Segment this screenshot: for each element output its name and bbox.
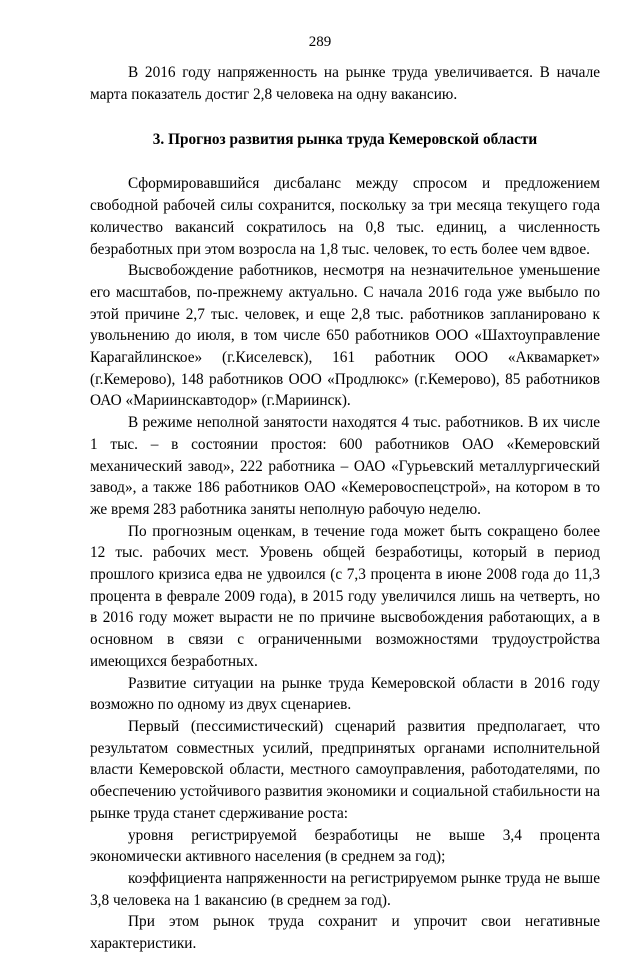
body-text <box>90 62 600 955</box>
list-item-paragraph: уровня регистрируемой безработицы не выше 3,4 процента экономически активного населения (в среднем за год); <box>90 826 600 866</box>
page-number: 289 <box>308 34 332 50</box>
section-heading: 3. Прогноз развития рынка труда Кемеровской области <box>152 131 538 149</box>
paragraph: Сформировавшийся дисбаланс между спросом и предложением свободной рабочей силы сохранится, поскольку за три месяца текущего года количество вакансий сократилось на 0,8 тыс. единиц, а численность безработных при этом возросла на 1,8 тыс. человек, то есть более чем вдвое. <box>90 175 600 258</box>
intro-paragraph: В 2016 году напряженность на рынке труда увеличивается. В начале марта показатель достиг 2,8 человека на одну вакансию. <box>90 64 600 103</box>
paragraph: В режиме неполной занятости находятся 4 тыс. работников. В их числе 1 тыс. – в состоянии простоя: 600 работников ОАО «Кемеровский механический завод», 222 работника – ОАО «Гурьевский металлургический завод», а также 186 работников ОАО «Кемеровоспецстрой», на котором в то же время 283 работника заняты неполную рабочую неделю. <box>90 414 600 518</box>
paragraph: Высвобождение работников, несмотря на незначительное уменьшение его масштабов, по-прежнему актуально. С начала 2016 года уже выбыло по этой причине 2,7 тыс. человек, и еще 2,8 тыс. работников запланировано к увольнению до июля, в том числе 650 работников ООО «Шахтоуправление Карагайлинское» (г.Киселевск), 161 работник ООО «Аквамаркет» (г.Кемерово), 148 работников ООО «Продлюкс» (г.Кемерово), 85 работников ОАО «Мариинскавтодор» (г.Мариинск). <box>90 262 600 410</box>
paragraph: При этом рынок труда сохранит и упрочит свои негативные характеристики. <box>90 913 600 953</box>
paragraph: Первый (пессимистический) сценарий развития предполагает, что результатом совместных усилий, предпринятых органами исполнительной власти Кемеровской области, местного самоуправления, работодателями, по обеспечению устойчивого развития экономики и социальной стабильности на рынке труда станет сдерживание роста: <box>90 717 600 822</box>
paragraph: Развитие ситуации на рынке труда Кемеровской области в 2016 году возможно по одному из двух сценариев. <box>90 674 600 714</box>
paragraph: По прогнозным оценкам, в течение года может быть сокращено более 12 тыс. рабочих мест. Уровень общей безработицы, который в период прошлого кризиса едва не удвоился (с 7,3 процента в июне 2008 года до 11,3 процента в феврале 2009 года), в 2015 году увеличился лишь на четверть, но в 2016 году может вырасти не по причине высвобождения работающих, а в основном в связи с ограниченными возможностями трудоустройства имеющихся безработных. <box>90 522 600 670</box>
list-item-paragraph: коэффициента напряженности на регистрируемом рынке труда не выше 3,8 человека на 1 вакансию (в среднем за год). <box>90 869 600 909</box>
